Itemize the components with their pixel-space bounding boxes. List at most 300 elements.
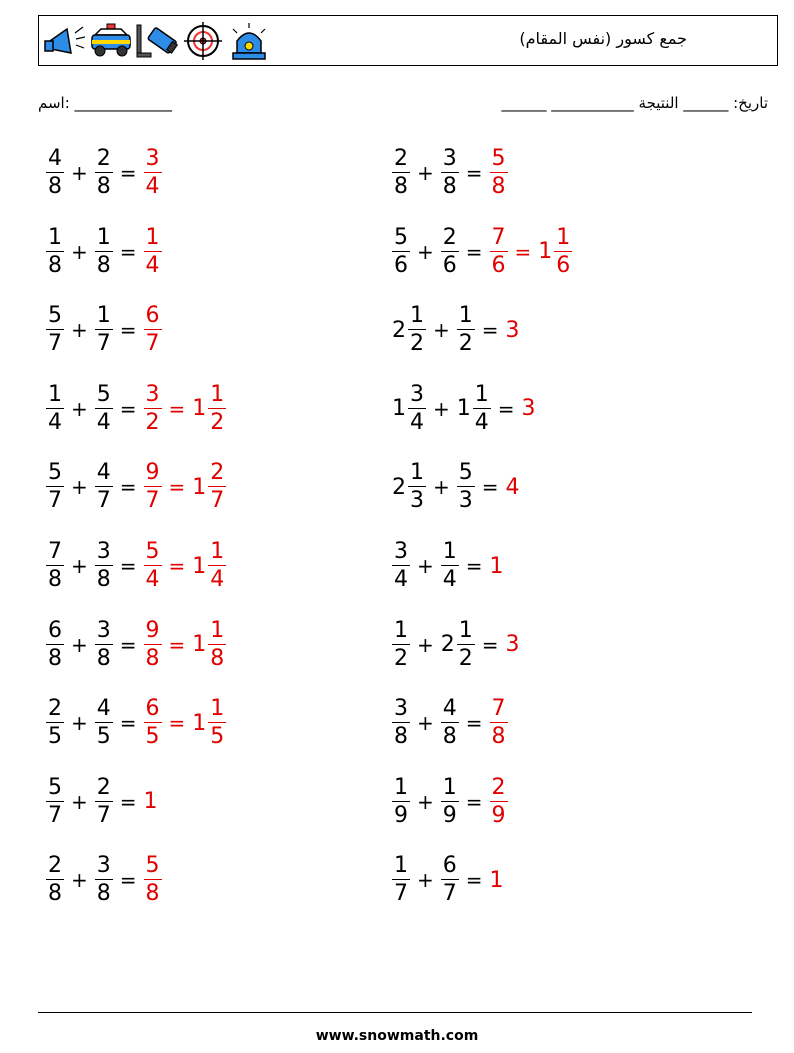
mixed-number bbox=[536, 224, 574, 278]
numerator: 5 bbox=[48, 460, 62, 486]
header-box bbox=[38, 15, 778, 66]
mixed-number bbox=[504, 475, 520, 500]
fraction bbox=[392, 541, 410, 591]
answer bbox=[142, 541, 229, 591]
answer bbox=[488, 868, 504, 893]
mixed-number bbox=[390, 541, 412, 591]
operator: = bbox=[497, 396, 515, 421]
problem-item bbox=[390, 143, 510, 203]
answer bbox=[142, 789, 158, 814]
header-icons bbox=[43, 20, 271, 62]
numerator: 1 bbox=[442, 539, 457, 564]
fraction bbox=[144, 381, 162, 435]
whole-part: 1 bbox=[489, 867, 504, 893]
answer bbox=[488, 698, 510, 748]
denominator: 8 bbox=[394, 724, 408, 750]
fraction bbox=[441, 541, 459, 591]
operator: + bbox=[417, 632, 434, 657]
answer bbox=[142, 855, 164, 905]
mixed-number bbox=[390, 617, 412, 671]
mixed-number bbox=[142, 381, 164, 435]
mixed-number bbox=[488, 698, 510, 748]
fraction bbox=[457, 462, 475, 512]
denominator: 6 bbox=[556, 252, 571, 278]
numerator: 2 bbox=[491, 774, 506, 800]
mixed-number bbox=[390, 224, 412, 278]
numerator: 7 bbox=[491, 696, 506, 722]
megaphone-icon bbox=[43, 21, 87, 61]
numerator: 1 bbox=[410, 303, 424, 329]
fraction bbox=[95, 148, 113, 198]
mixed-number bbox=[44, 617, 66, 671]
operator: + bbox=[71, 868, 88, 893]
operator: = bbox=[119, 475, 137, 500]
whole-part: 3 bbox=[505, 632, 520, 658]
denominator: 2 bbox=[410, 331, 424, 357]
operator: + bbox=[433, 396, 450, 421]
operator: = bbox=[119, 161, 137, 185]
numerator: 3 bbox=[96, 853, 111, 879]
denominator: 8 bbox=[96, 252, 111, 278]
answer bbox=[142, 224, 164, 278]
mixed-number bbox=[44, 381, 66, 435]
denominator: 6 bbox=[394, 252, 408, 278]
whole-part: 2 bbox=[392, 474, 406, 500]
problem-item bbox=[390, 379, 536, 439]
denominator: 2 bbox=[145, 409, 160, 435]
mixed-number bbox=[439, 224, 461, 278]
fraction bbox=[46, 617, 64, 671]
fraction bbox=[208, 381, 226, 435]
numerator: 2 bbox=[96, 146, 111, 171]
denominator: 2 bbox=[458, 645, 473, 671]
numerator: 5 bbox=[491, 146, 506, 171]
problem-item bbox=[44, 143, 164, 203]
denominator: 8 bbox=[96, 881, 111, 907]
denominator: 5 bbox=[145, 724, 160, 750]
denominator: 8 bbox=[491, 724, 506, 750]
mixed-number bbox=[488, 774, 510, 828]
operator: = bbox=[119, 396, 137, 421]
mixed-number bbox=[488, 868, 504, 893]
whole-part: 1 bbox=[489, 553, 504, 579]
worksheet-title: جمع كسور (نفس المقام) bbox=[519, 29, 687, 48]
mixed-number bbox=[504, 318, 520, 343]
numerator: 1 bbox=[48, 224, 62, 250]
fraction bbox=[95, 462, 113, 512]
fraction bbox=[46, 148, 64, 198]
mixed-number bbox=[142, 462, 164, 512]
problem-item bbox=[390, 772, 510, 832]
operator: + bbox=[417, 789, 434, 814]
fraction bbox=[144, 224, 162, 278]
denominator: 4 bbox=[474, 409, 489, 435]
numerator: 4 bbox=[96, 460, 111, 486]
whole-part: 4 bbox=[505, 474, 520, 500]
mixed-number bbox=[93, 774, 115, 828]
answer bbox=[142, 148, 164, 198]
denominator: 8 bbox=[145, 881, 160, 907]
denominator: 2 bbox=[394, 645, 408, 671]
operator: + bbox=[417, 868, 434, 893]
mixed-number bbox=[93, 305, 115, 355]
denominator: 7 bbox=[394, 881, 408, 907]
numerator: 1 bbox=[458, 303, 473, 329]
numerator: 6 bbox=[145, 696, 160, 722]
crosshair-icon bbox=[181, 21, 225, 61]
numerator: 5 bbox=[48, 303, 62, 329]
operator: + bbox=[71, 554, 88, 578]
denominator: 7 bbox=[96, 488, 111, 514]
mixed-number bbox=[93, 462, 115, 512]
operator: = bbox=[119, 868, 137, 893]
numerator: 6 bbox=[145, 303, 160, 329]
operator: = bbox=[168, 632, 186, 657]
fraction bbox=[441, 148, 459, 198]
answer bbox=[504, 318, 520, 343]
fraction bbox=[441, 855, 459, 905]
mixed-number bbox=[504, 632, 520, 657]
mixed-number bbox=[93, 617, 115, 671]
problem-item bbox=[44, 850, 164, 910]
operator: = bbox=[119, 318, 137, 343]
denominator: 7 bbox=[145, 488, 160, 514]
problem-item bbox=[390, 615, 520, 675]
mixed-number bbox=[439, 148, 461, 198]
answer bbox=[504, 632, 520, 657]
operator: + bbox=[71, 711, 88, 736]
operator: = bbox=[481, 632, 499, 657]
fraction bbox=[46, 541, 64, 591]
answer bbox=[520, 396, 536, 421]
problem-item bbox=[390, 536, 504, 596]
mixed-number bbox=[142, 224, 164, 278]
date-score-line: تاريخ: ______ النتيجة ___________ ______ bbox=[501, 94, 768, 112]
denominator: 3 bbox=[410, 488, 424, 514]
operator: = bbox=[465, 789, 483, 814]
numerator: 9 bbox=[145, 617, 160, 643]
denominator: 2 bbox=[458, 331, 473, 357]
operator: = bbox=[168, 711, 186, 736]
numerator: 1 bbox=[210, 381, 225, 407]
problem-item bbox=[44, 379, 228, 439]
operator: = bbox=[168, 554, 186, 578]
numerator: 1 bbox=[394, 774, 408, 800]
fraction bbox=[490, 698, 508, 748]
operator: = bbox=[514, 239, 532, 264]
denominator: 8 bbox=[48, 567, 62, 592]
mixed-number bbox=[44, 698, 66, 748]
answer bbox=[142, 462, 229, 512]
problem-item bbox=[44, 300, 164, 360]
denominator: 7 bbox=[48, 802, 62, 828]
numerator: 3 bbox=[96, 617, 111, 643]
denominator: 7 bbox=[96, 802, 111, 828]
denominator: 4 bbox=[442, 567, 457, 592]
fraction bbox=[95, 224, 113, 278]
fraction bbox=[208, 462, 226, 512]
fraction bbox=[95, 698, 113, 748]
mixed-number bbox=[142, 855, 164, 905]
denominator: 9 bbox=[442, 802, 457, 828]
mixed-number bbox=[488, 224, 510, 278]
mixed-number bbox=[93, 855, 115, 905]
operator: = bbox=[119, 239, 137, 264]
numerator: 3 bbox=[145, 381, 160, 407]
problem-item bbox=[44, 457, 228, 517]
fraction bbox=[408, 305, 426, 355]
whole-part: 1 bbox=[192, 474, 207, 500]
whole-part: 1 bbox=[143, 789, 158, 815]
mixed-number bbox=[390, 305, 428, 355]
operator: + bbox=[417, 239, 434, 264]
fraction bbox=[408, 381, 426, 435]
mixed-number bbox=[488, 554, 504, 579]
denominator: 6 bbox=[442, 252, 457, 278]
camera-icon bbox=[135, 21, 179, 61]
mixed-number bbox=[142, 789, 158, 814]
numerator: 5 bbox=[145, 539, 160, 564]
operator: = bbox=[481, 318, 499, 343]
operator: = bbox=[465, 554, 483, 578]
operator: = bbox=[465, 161, 483, 185]
operator: = bbox=[119, 632, 137, 657]
operator: = bbox=[481, 475, 499, 500]
problem-item bbox=[44, 615, 228, 675]
answer bbox=[488, 774, 510, 828]
denominator: 4 bbox=[394, 567, 408, 592]
fraction bbox=[95, 774, 113, 828]
denominator: 7 bbox=[210, 488, 225, 514]
numerator: 4 bbox=[96, 696, 111, 722]
whole-part: 3 bbox=[505, 317, 520, 343]
numerator: 5 bbox=[394, 224, 408, 250]
mixed-number bbox=[44, 541, 66, 591]
mixed-number bbox=[390, 148, 412, 198]
mixed-number bbox=[190, 462, 228, 512]
numerator: 1 bbox=[210, 696, 225, 722]
answer bbox=[142, 698, 229, 748]
denominator: 5 bbox=[48, 724, 62, 750]
denominator: 8 bbox=[394, 174, 408, 199]
fraction bbox=[144, 462, 162, 512]
denominator: 8 bbox=[442, 174, 457, 199]
denominator: 8 bbox=[96, 567, 111, 592]
operator: + bbox=[71, 789, 88, 814]
mixed-number bbox=[142, 617, 164, 671]
fraction bbox=[144, 148, 162, 198]
numerator: 1 bbox=[210, 539, 225, 564]
fraction bbox=[392, 698, 410, 748]
name-field-label: اسم: _____________ bbox=[38, 94, 173, 112]
denominator: 4 bbox=[145, 567, 160, 592]
denominator: 5 bbox=[210, 724, 225, 750]
numerator: 7 bbox=[48, 539, 62, 564]
numerator: 5 bbox=[145, 853, 160, 879]
fraction bbox=[392, 224, 410, 278]
fraction bbox=[95, 855, 113, 905]
footer-site: www.snowmath.com bbox=[315, 1028, 479, 1044]
fraction bbox=[95, 617, 113, 671]
mixed-number bbox=[142, 148, 164, 198]
numerator: 5 bbox=[458, 460, 473, 486]
answer bbox=[488, 224, 575, 278]
denominator: 4 bbox=[48, 409, 62, 435]
fraction bbox=[490, 148, 508, 198]
answer bbox=[488, 148, 510, 198]
operator: + bbox=[71, 632, 88, 657]
problem-item bbox=[390, 693, 510, 753]
numerator: 2 bbox=[442, 224, 457, 250]
denominator: 8 bbox=[442, 724, 457, 750]
mixed-number bbox=[93, 541, 115, 591]
operator: + bbox=[417, 711, 434, 736]
mixed-number bbox=[190, 617, 228, 671]
numerator: 3 bbox=[410, 381, 424, 407]
whole-part: 2 bbox=[392, 317, 406, 343]
operator: = bbox=[465, 868, 483, 893]
mixed-number bbox=[93, 148, 115, 198]
fraction bbox=[95, 381, 113, 435]
whole-part: 1 bbox=[456, 396, 471, 422]
fraction bbox=[441, 774, 459, 828]
denominator: 8 bbox=[96, 645, 111, 671]
mixed-number bbox=[142, 541, 164, 591]
mixed-number bbox=[190, 381, 228, 435]
operator: = bbox=[119, 711, 137, 736]
whole-part: 1 bbox=[192, 710, 207, 736]
problem-item bbox=[44, 772, 158, 832]
numerator: 3 bbox=[145, 146, 160, 171]
operator: = bbox=[119, 789, 137, 814]
numerator: 9 bbox=[145, 460, 160, 486]
denominator: 8 bbox=[48, 174, 62, 199]
denominator: 5 bbox=[96, 724, 111, 750]
mixed-number bbox=[390, 855, 412, 905]
denominator: 7 bbox=[442, 881, 457, 907]
denominator: 9 bbox=[394, 802, 408, 828]
mixed-number bbox=[439, 698, 461, 748]
operator: + bbox=[71, 396, 88, 421]
denominator: 8 bbox=[48, 252, 62, 278]
numerator: 5 bbox=[48, 774, 62, 800]
fraction bbox=[95, 305, 113, 355]
mixed-number bbox=[390, 774, 412, 828]
numerator: 2 bbox=[48, 853, 62, 879]
denominator: 8 bbox=[145, 645, 160, 671]
operator: + bbox=[71, 475, 88, 500]
denominator: 7 bbox=[145, 331, 160, 357]
mixed-number bbox=[190, 541, 228, 591]
denominator: 4 bbox=[410, 409, 424, 435]
mixed-number bbox=[455, 381, 493, 435]
fraction bbox=[208, 698, 226, 748]
fraction bbox=[554, 224, 572, 278]
numerator: 1 bbox=[48, 381, 62, 407]
fraction bbox=[490, 774, 508, 828]
denominator: 8 bbox=[48, 645, 62, 671]
problem-item bbox=[390, 457, 520, 517]
operator: + bbox=[71, 318, 88, 343]
problem-item bbox=[44, 222, 164, 282]
denominator: 8 bbox=[491, 174, 506, 199]
operator: = bbox=[465, 239, 483, 264]
mixed-number bbox=[44, 224, 66, 278]
operator: + bbox=[433, 475, 450, 500]
numerator: 3 bbox=[96, 539, 111, 564]
whole-part: 2 bbox=[440, 632, 455, 658]
numerator: 2 bbox=[96, 774, 111, 800]
denominator: 4 bbox=[145, 252, 160, 278]
numerator: 3 bbox=[394, 539, 408, 564]
fraction bbox=[457, 617, 475, 671]
whole-part: 1 bbox=[192, 396, 207, 422]
operator: + bbox=[433, 318, 450, 343]
operator: + bbox=[71, 239, 88, 264]
numerator: 4 bbox=[48, 146, 62, 171]
mixed-number bbox=[390, 462, 428, 512]
fraction bbox=[392, 774, 410, 828]
whole-part: 1 bbox=[538, 239, 553, 265]
fraction bbox=[95, 541, 113, 591]
whole-part: 1 bbox=[392, 396, 406, 422]
numerator: 1 bbox=[410, 460, 424, 486]
numerator: 1 bbox=[442, 774, 457, 800]
mixed-number bbox=[44, 462, 66, 512]
answer bbox=[488, 554, 504, 579]
mixed-number bbox=[142, 305, 164, 355]
numerator: 6 bbox=[48, 617, 62, 643]
fraction bbox=[46, 381, 64, 435]
problem-item bbox=[390, 300, 520, 360]
whole-part: 1 bbox=[192, 553, 207, 579]
numerator: 3 bbox=[394, 696, 408, 722]
fraction bbox=[46, 305, 64, 355]
operator: + bbox=[417, 554, 434, 578]
numerator: 2 bbox=[394, 146, 408, 171]
fraction bbox=[208, 541, 226, 591]
numerator: 1 bbox=[394, 617, 408, 643]
denominator: 4 bbox=[145, 174, 160, 199]
fraction bbox=[392, 855, 410, 905]
fraction bbox=[144, 541, 162, 591]
numerator: 2 bbox=[48, 696, 62, 722]
numerator: 1 bbox=[210, 617, 225, 643]
fraction bbox=[473, 381, 491, 435]
mixed-number bbox=[455, 305, 477, 355]
fraction bbox=[46, 224, 64, 278]
mixed-number bbox=[488, 148, 510, 198]
numerator: 6 bbox=[442, 853, 457, 879]
fraction bbox=[441, 224, 459, 278]
mixed-number bbox=[455, 462, 477, 512]
numerator: 1 bbox=[145, 224, 160, 250]
mixed-number bbox=[142, 698, 164, 748]
mixed-number bbox=[44, 148, 66, 198]
numerator: 5 bbox=[96, 381, 111, 407]
denominator: 4 bbox=[210, 567, 225, 592]
denominator: 6 bbox=[491, 252, 506, 278]
fraction bbox=[144, 698, 162, 748]
numerator: 1 bbox=[556, 224, 571, 250]
fraction bbox=[144, 855, 162, 905]
mixed-number bbox=[190, 698, 228, 748]
fraction bbox=[144, 305, 162, 355]
numerator: 1 bbox=[474, 381, 489, 407]
mixed-number bbox=[44, 855, 66, 905]
mixed-number bbox=[439, 541, 461, 591]
mixed-number bbox=[439, 774, 461, 828]
